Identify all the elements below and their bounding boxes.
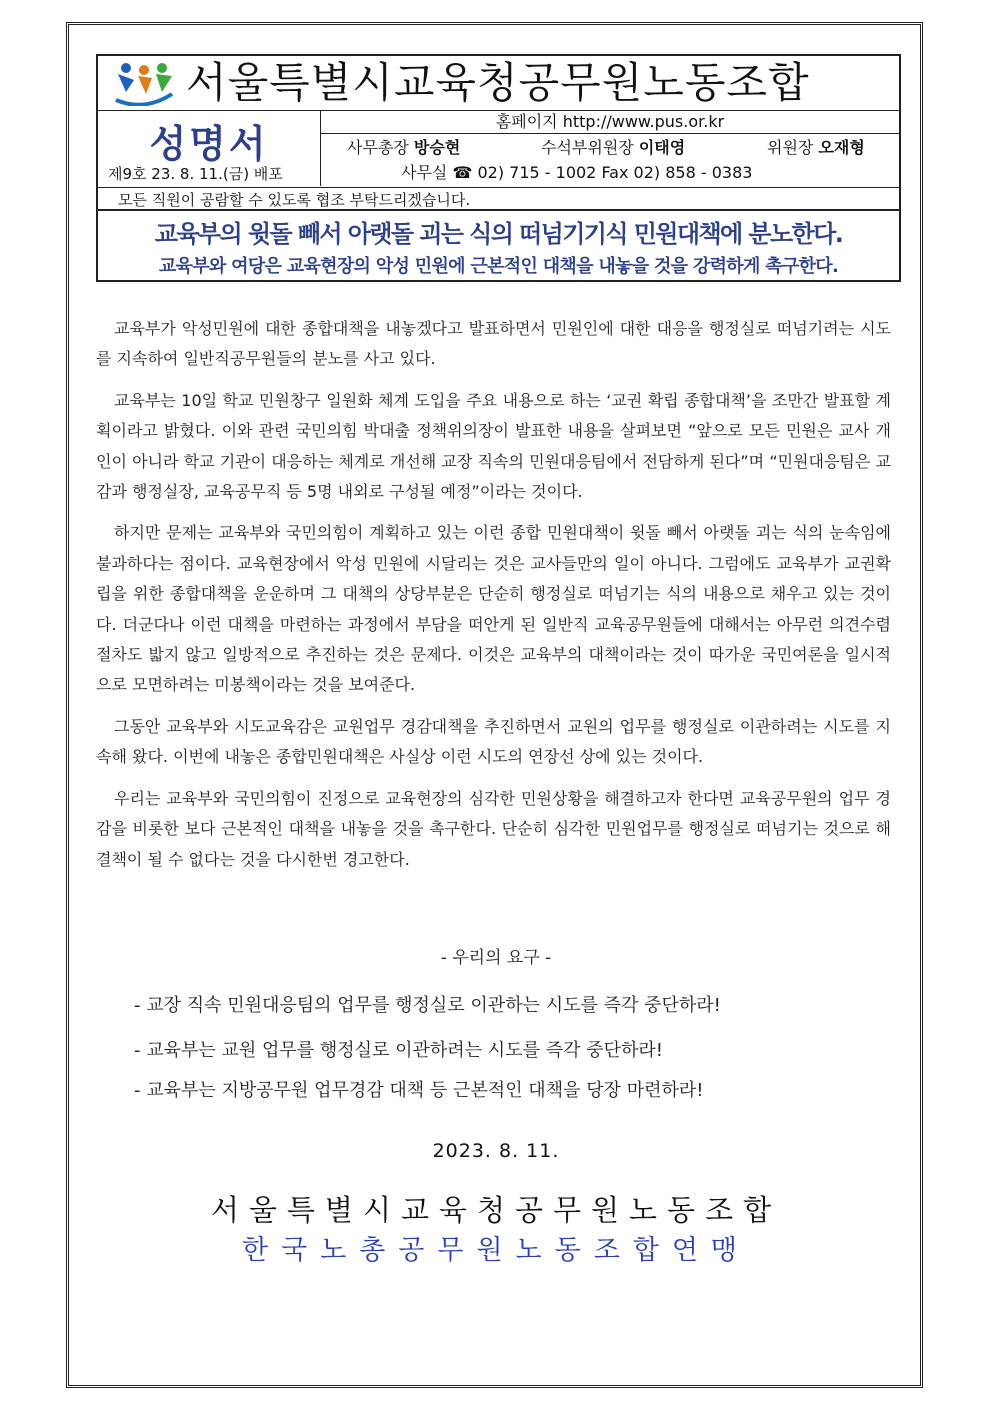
demands-title: - 우리의 요구 - (440, 948, 552, 968)
office-contact: 사무실 ☎ 02) 715 - 1002 Fax 02) 858 - 0383 (401, 163, 753, 182)
doc-type: 성명서 (149, 122, 269, 166)
headline: 교육부의 윗돌 빼서 아랫돌 괴는 식의 떠넘기기식 민원대책에 분노한다. (154, 220, 843, 248)
paragraph: 교육부는 10일 학교 민원창구 일원화 체계 도입을 주요 내용으로 하는 ‘교권 확립 종합대책’을 조만간 발표할 계획이라고 밝혔다. 이와 관련 국민의힘 박대출 정책위의장이 발표한 내용을 살펴보면 “앞으로 모든 민원은 교사 개인이 아니라 학교 기관이 대응하는 체계로 개선해 교장 직속의 민원대응팀에서 전담하게 된다”며 “민원대응팀은 교감과 행정실장, 교육공무직 등 5명 내외로 구성될 예정”이라는 것이다. (96, 390, 891, 502)
doc-type-box (98, 111, 321, 186)
officer-secretary: 사무총장 방승현 (347, 138, 461, 157)
homepage-link[interactable]: 홈페이지 http://www.pus.or.kr (321, 111, 899, 134)
contact-box (321, 111, 899, 186)
officer-chair: 위원장 오재형 (767, 138, 865, 157)
subheadline: 교육부와 여당은 교육현장의 악성 민원에 근본적인 대책을 내놓을 것을 강력하게 촉구한다. (158, 256, 839, 277)
demand-item: - 교육부는 교원 업무를 행정실로 이관하려는 시도를 즉각 중단하라! (134, 1040, 663, 1061)
notice: 모든 직원이 공람할 수 있도록 협조 부탁드리겠습니다. (98, 187, 899, 211)
paragraph: 우리는 교육부와 국민의힘이 진정으로 교육현장의 심각한 민원상황을 해결하고자 한다면 교육공무원의 업무 경감을 비롯한 보다 근본적인 대책을 내놓을 것을 촉구한다. 단순히 심각한 민원업무를 행정실로 떠넘기는 것으로 해결책이 될 수 없다는 것을 다시한번 경고한다. (96, 788, 891, 869)
signatory-union: 서울특별시교육청공무원노동조합 (210, 1193, 782, 1227)
statement-date: 2023. 8. 11. (432, 1140, 560, 1162)
letterhead (96, 54, 901, 282)
demand-item: - 교장 직속 민원대응팀의 업무를 행정실로 이관하는 시도를 즉각 중단하라! (134, 995, 721, 1016)
org-title: 서울특별시교육청공무원노동조합 (186, 58, 810, 107)
paragraph: 그동안 교육부와 시도교육감은 교원업무 경감대책을 추진하면서 교원의 업무를 행정실로 이관하려는 시도를 지속해 왔다. 이번에 내놓은 종합민원대책은 사실상 이런 시도의 연장선 상에 있는 것이다. (96, 716, 891, 767)
title-row (98, 56, 899, 111)
paragraph: 교육부가 악성민원에 대한 종합대책을 내놓겠다고 발표하면서 민원인에 대한 대응을 행정실로 떠넘기려는 시도를 지속하여 일반직공무원들의 분노를 사고 있다. (96, 319, 891, 369)
signatory-federation: 한국노총공무원노동조합연맹 (241, 1235, 751, 1266)
union-logo-icon (112, 60, 176, 106)
paragraph: 하지만 문제는 교육부와 국민의힘이 계획하고 있는 이런 종합 민원대책이 윗돌 빼서 아랫돌 괴는 식의 눈속임에 불과하다는 점이다. 교육현장에서 악성 민원에 시달리는 것은 교사들만의 일이 아니다. 그럼에도 교육부가 교권확립을 위한 종합대책을 운운하며 그 대책의 상당부분은 단순히 행정실로 떠넘기는 식의 내용으로 채우고 있는 것이다. 더군다나 이런 대책을 마련하는 과정에서 부담을 떠안게 된 일반직 교육공무원들에 대해서는 아무런 의견수렴 절차도 밟지 않고 일방적으로 추진하는 것은 문제다. 이것은 교육부의 대책이라는 것이 따가운 국민여론을 일시적으로 모면하려는 미봉책이라는 것을 보여준다. (96, 523, 891, 695)
officer-vice-chair: 수석부위원장 이태영 (541, 138, 686, 157)
demand-item: - 교육부는 지방공무원 업무경감 대책 등 근본적인 대책을 당장 마련하라! (134, 1080, 704, 1101)
statement-body (96, 314, 891, 886)
issue-info: 제9호 23. 8. 11.(금) 배포 (108, 165, 283, 183)
